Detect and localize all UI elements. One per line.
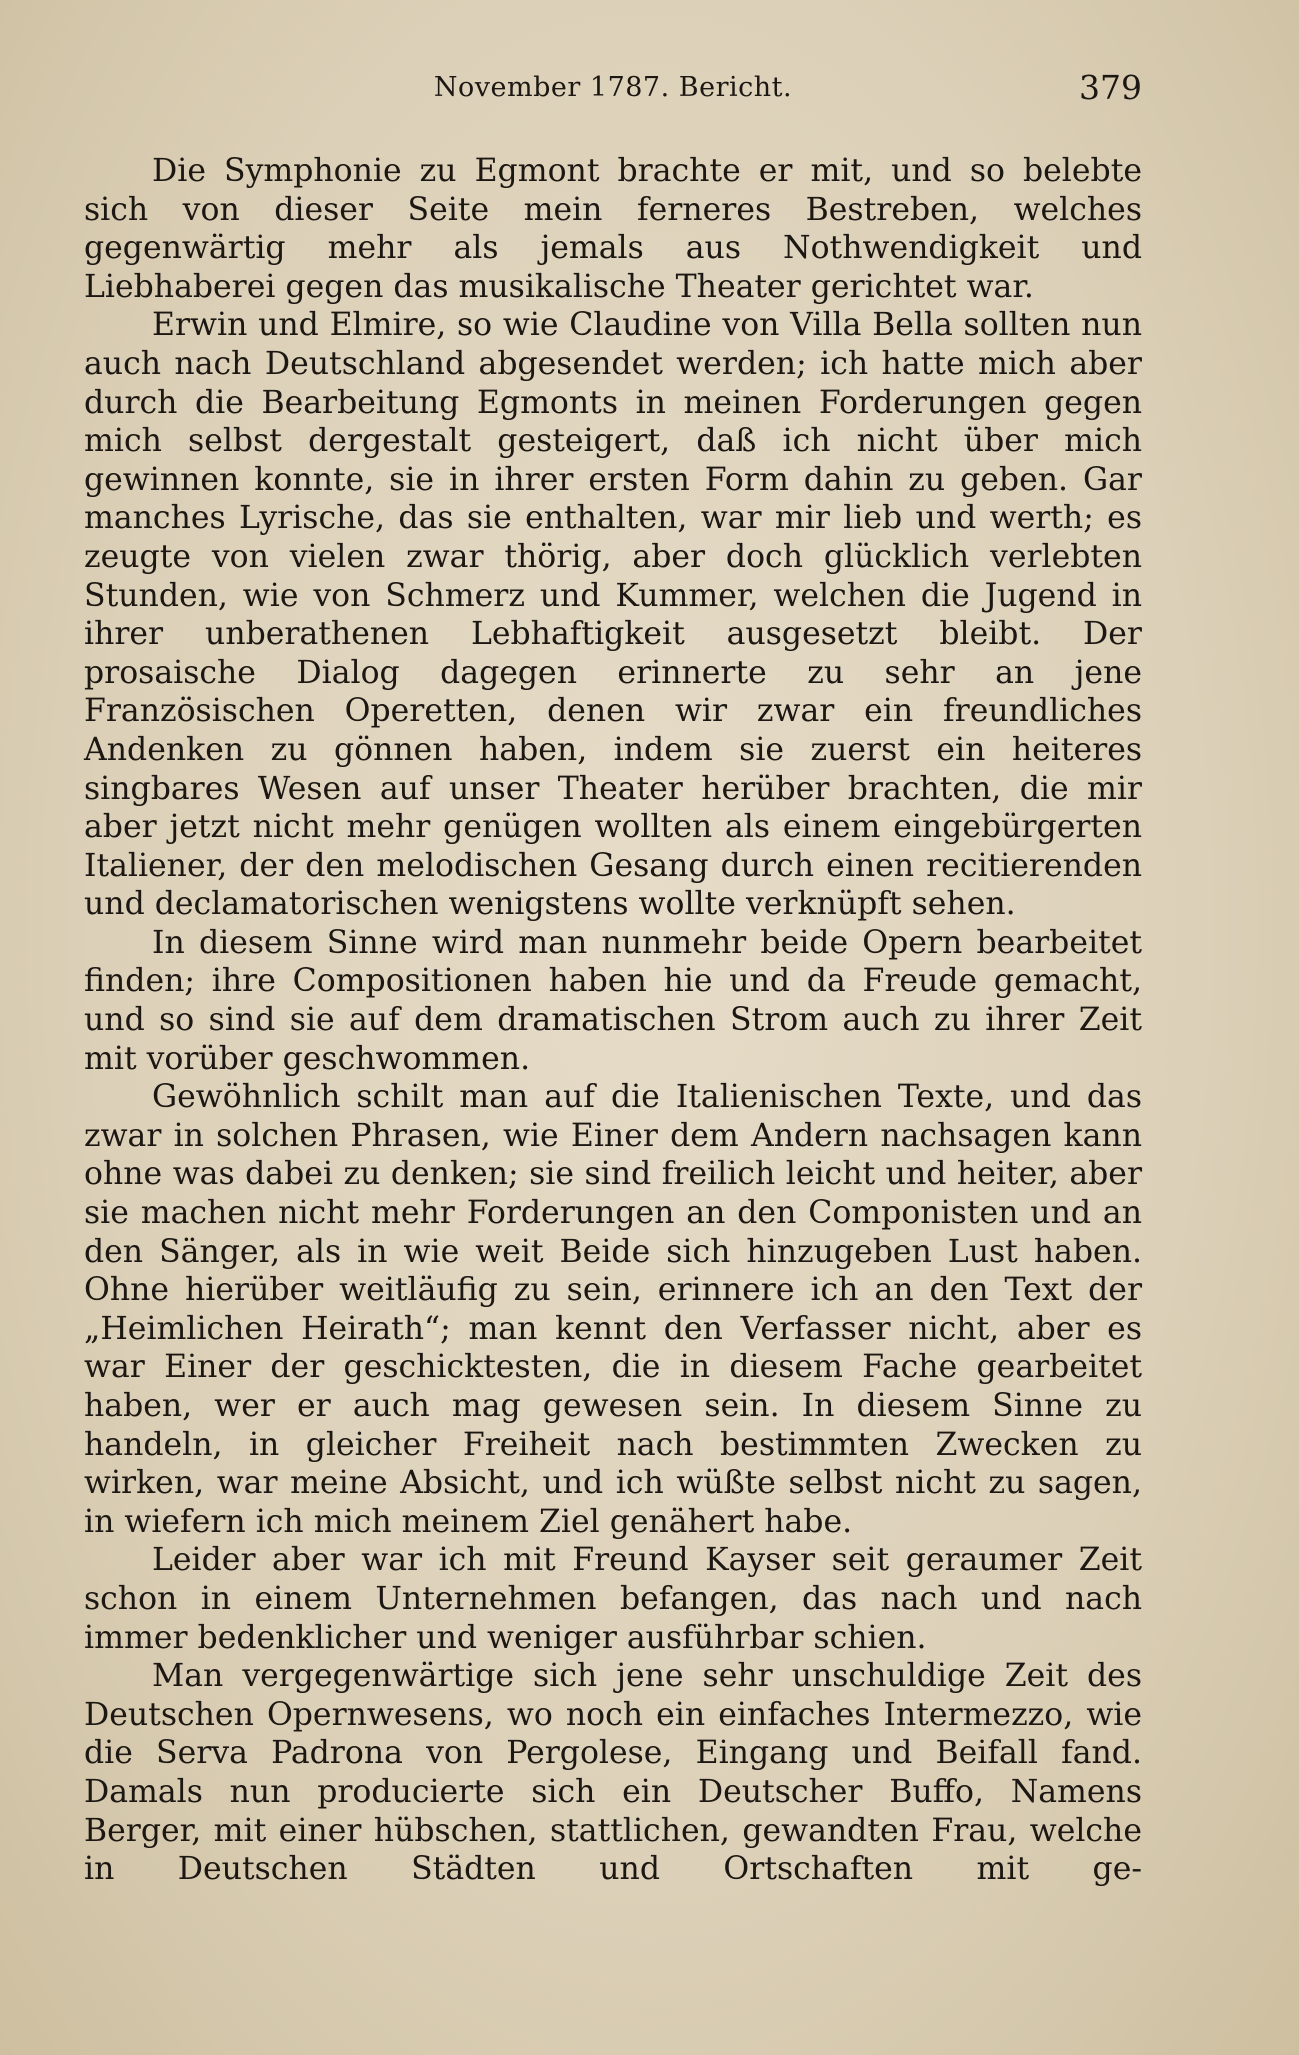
paragraph: Gewöhnlich schilt man auf die Italienischen Texte, und das zwar in solchen Phrasen, wie Einer dem Andern nachsagen kann ohne was dabei zu denken; sie sind freilich leicht und heiter, aber sie machen nicht mehr Forderungen an den Componisten und an den Sänger, als in wie weit Beide sich hinzugeben Lust haben. Ohne hierüber weitläufig zu sein, erinnere ich an den Text der „Heimlichen Heirath“; man kennt den Verfasser nicht, aber es war Einer der geschicktesten, die in diesem Fache gearbeitet haben, wer er auch mag gewesen sein. In diesem Sinne zu handeln, in gleicher Freiheit nach bestimmten Zwecken zu wirken, war meine Absicht, und ich wüßte selbst nicht zu sagen, in wiefern ich mich meinem Ziel genähert habe. xyxy=(84,1079,1142,1540)
page-header xyxy=(84,68,1142,122)
page-number: 379 xyxy=(1079,68,1142,107)
paragraph: Erwin und Elmire, so wie Claudine von Villa Bella sollten nun auch nach Deutschland abgesendet werden; ich hatte mich aber durch die Bearbeitung Egmonts in meinen Forderungen gegen mich selbst dergestalt gesteigert, daß ich nicht über mich gewinnen konnte, sie in ihrer ersten Form dahin zu geben. Gar manches Lyrische, das sie enthalten, war mir lieb und werth; es zeugte von vielen zwar thörig, aber doch glücklich verlebten Stunden, wie von Schmerz und Kummer, welchen die Jugend in ihrer unberathenen Lebhaftigkeit ausgesetzt bleibt. Der prosaische Dialog dagegen erinnerte zu sehr an jene Französischen Operetten, denen wir zwar ein freundliches Andenken zu gönnen haben, indem sie zuerst ein heiteres singbares Wesen auf unser Theater herüber brachten, die mir aber jetzt nicht mehr genügen wollten als einem eingebürgerten Italiener, der den melodischen Gesang durch einen recitierenden und declamatorischen wenigstens wollte verknüpft sehen. xyxy=(84,307,1142,923)
paragraph: In diesem Sinne wird man nunmehr beide Opern bearbeitet finden; ihre Compositionen haben hie und da Freude gemacht, und so sind sie auf dem dramatischen Strom auch zu ihrer Zeit mit vorüber geschwommen. xyxy=(84,924,1142,1077)
body-text xyxy=(84,152,1142,1889)
paragraph: Die Symphonie zu Egmont brachte er mit, und so belebte sich von dieser Seite mein ferneres Bestreben, welches gegenwärtig mehr als jemals aus Nothwendigkeit und Liebhaberei gegen das musikalische Theater gerichtet war. xyxy=(84,153,1142,305)
running-head: November 1787. Bericht. xyxy=(433,72,793,103)
paragraph: Leider aber war ich mit Freund Kayser seit geraumer Zeit schon in einem Unternehmen befangen, das nach und nach immer bedenklicher und weniger ausführbar schien. xyxy=(84,1542,1142,1656)
paragraph: Man vergegenwärtige sich jene sehr unschuldige Zeit des Deutschen Opernwesens, wo noch ein einfaches Intermezzo, wie die Serva Padrona von Pergolese, Eingang und Beifall fand. Damals nun producierte sich ein Deutscher Buffo, Namens Berger, mit einer hübschen, stattlichen, gewandten Frau, welche in Deutschen Städten und Ortschaften mit ge- xyxy=(84,1658,1142,1888)
